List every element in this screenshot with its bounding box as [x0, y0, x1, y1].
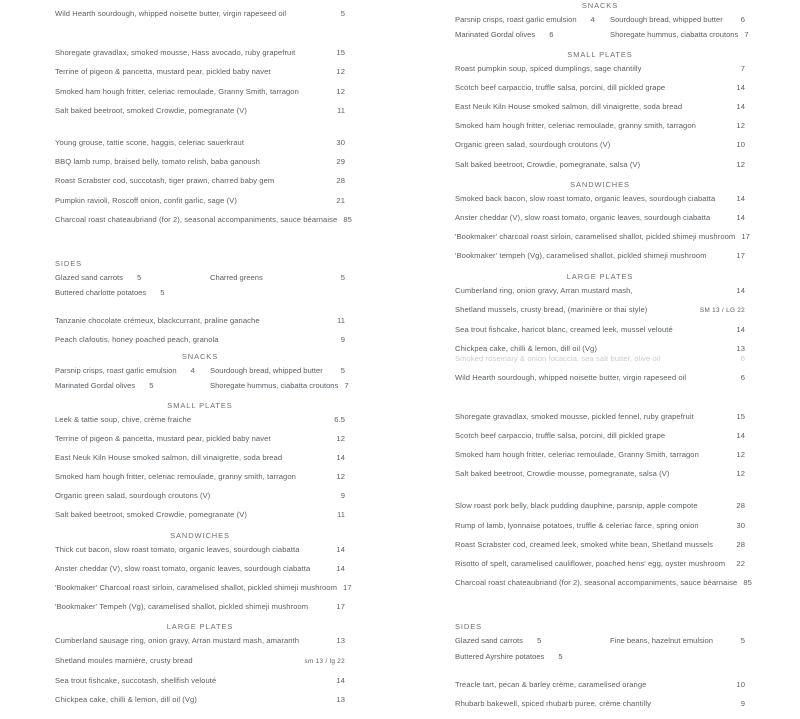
menu-item-row — [55, 317, 345, 325]
small-plates-section-left — [55, 416, 345, 520]
menu-item-price: 5 — [136, 272, 142, 282]
menu-item-price: 85 — [743, 578, 752, 588]
menu-item-row — [455, 141, 745, 149]
clipped-line-bottom — [55, 696, 345, 704]
snacks-row — [55, 380, 349, 390]
menu-item-row — [55, 10, 345, 18]
menu-item-price: 17 — [336, 602, 345, 612]
side-item — [455, 637, 600, 645]
clipped-line-page-break — [455, 353, 745, 364]
menu-item-description: Buttered Ayrshire potatoes — [455, 651, 545, 661]
menu-item-price: 6 — [740, 353, 745, 363]
sides-row — [455, 637, 745, 645]
menu-item-price: 28 — [336, 176, 345, 186]
menu-item-row — [55, 49, 345, 57]
menu-item-price: 28 — [736, 539, 745, 549]
menu-item-description: Organic green salad, sourdough croutons (V) — [455, 140, 611, 150]
menu-item-price: 5 — [340, 9, 345, 18]
menu-item-description: Cumberland sausage ring, onion gravy, Arran mustard mash, amaranth — [55, 636, 300, 646]
menu-item-description: Thick cut bacon, slow roast tomato, organic leaves, sourdough ciabatta — [55, 544, 300, 554]
snacks-section-right — [455, 15, 749, 40]
menu-item-row — [55, 435, 345, 443]
snack-item — [600, 16, 745, 24]
menu-item-price: 4 — [590, 15, 595, 24]
menu-item-price: 85 — [343, 214, 352, 224]
snack-item — [455, 16, 600, 24]
menu-item-price: 12 — [736, 450, 745, 460]
snack-item — [200, 367, 345, 375]
menu-item-description: Parsnip crisps, roast garlic emulsion — [455, 15, 577, 24]
menu-item-price: 13 — [736, 343, 745, 353]
large-plates-section-left — [55, 637, 345, 703]
menu-item-price: 15 — [736, 411, 745, 421]
snacks-row — [455, 30, 749, 40]
menu-item-price: sm 13 / lg 22 — [304, 657, 345, 665]
snacks-row — [455, 16, 745, 24]
menu-item-price: SM 13 / LG 22 — [699, 306, 745, 314]
menu-item-price: 11 — [336, 316, 345, 326]
menu-item-description: Wild Hearth sourdough, whipped noisette butter, virgin rapeseed oil — [55, 9, 287, 18]
menu-item-price: 7 — [744, 30, 749, 40]
menu-item-row — [455, 287, 745, 295]
menu-item-price: 7 — [344, 380, 349, 390]
menu-item-description: Roast Scrabster cod, succotash, tiger prawn, charred baby gem — [55, 176, 275, 186]
menu-item-price: 14 — [736, 285, 745, 295]
menu-item-row — [55, 107, 345, 115]
menu-item-row — [55, 416, 345, 424]
menu-item-price: 6.5 — [334, 414, 345, 424]
menu-item-price: 14 — [336, 452, 345, 462]
menu-item-price: 9 — [340, 335, 345, 345]
sides-heading-left: SIDES — [55, 258, 83, 268]
menu-item-row — [455, 522, 745, 530]
side-item — [200, 274, 345, 282]
menu-item-row — [55, 454, 345, 462]
menu-item-row — [455, 451, 745, 459]
menu-item-price: 5 — [740, 636, 745, 646]
menu-item-description: East Neuk Kiln House smoked salmon, dill vinaigrette, soda bread — [455, 102, 683, 112]
menu-item-description: Charcoal roast chateaubriand (for 2), seasonal accompaniments, sauce béarnaise — [455, 578, 738, 588]
menu-item-price: 5 — [340, 365, 345, 375]
sandwiches-section-right — [455, 193, 750, 261]
menu-item-description: Shoregate gravadlax, smoked mousse, pickled fennel, ruby grapefruit — [455, 411, 694, 421]
large-plates-section-right — [455, 287, 745, 353]
menu-item-row — [55, 565, 345, 573]
menu-item-description: Peach clafoutis, honey poached peach, granola — [55, 335, 219, 345]
menu-item-price: 11 — [336, 510, 345, 520]
menu-item-description: Shetland moules marnière, crusty bread — [55, 655, 193, 665]
section-gap — [455, 598, 745, 611]
menu-item-description: Tanzanie chocolate crémeux, blackcurrant, praline ganache — [55, 316, 260, 326]
menu-item-price: 12 — [336, 472, 345, 482]
snacks-row — [55, 367, 345, 375]
menu-item-description: 'Bookmaker' charcoal roast sirloin, caramelised shallot, pickled shimeji mushroom — [455, 232, 736, 242]
menu-item-price: 30 — [336, 137, 345, 147]
menu-item-description: Sea trout fishcake, succotash, shellfish velouté — [55, 675, 217, 685]
menu-item-price: 17 — [741, 232, 750, 242]
menu-item-description: Smoked ham hough fritter, celeriac remoulade, Granny Smith, tarragon — [455, 450, 699, 460]
menu-item-row — [55, 677, 345, 685]
menu-item-description: Roast pumpkin soup, spiced dumplings, sage chantilly — [455, 63, 642, 73]
menu-item-row — [55, 492, 345, 500]
menu-item-row — [455, 103, 745, 111]
side-item-empty — [200, 289, 345, 297]
snacks-section-left — [55, 365, 349, 390]
menu-item-description: Terrine of pigeon & pancetta, mustard pear, pickled baby navet — [55, 433, 271, 443]
menu-item-row — [55, 657, 345, 665]
menu-item-price: 12 — [736, 159, 745, 169]
mains-section-left — [55, 137, 352, 224]
menu-item-description: Young grouse, tattie scone, haggis, celeriac sauerkraut — [55, 137, 245, 147]
menu-item-price: 13 — [336, 694, 345, 704]
menu-item-description: Fine beans, hazelnut emulsion — [610, 636, 714, 646]
menu-item-description: Treacle tart, pecan & barley crème, caramelised orange — [455, 679, 647, 689]
sides-heading-right: SIDES — [455, 622, 483, 632]
menu-item-description: Chickpea cake, chilli & lemon, dill oil (Vg) — [55, 694, 197, 704]
menu-item-row — [455, 345, 745, 353]
menu-item-price: 17 — [736, 251, 745, 261]
menu-item-row — [55, 511, 345, 519]
menu-item-row — [455, 232, 750, 242]
small-plates-heading-left: SMALL PLATES — [167, 400, 233, 410]
small-plates-heading-right: SMALL PLATES — [567, 49, 633, 59]
menu-item-row — [55, 637, 345, 645]
menu-item-row — [455, 306, 745, 314]
menu-item-price: 12 — [336, 67, 345, 77]
section-gap — [55, 235, 345, 248]
menu-item-row — [455, 195, 745, 203]
menu-item-price: 12 — [736, 121, 745, 131]
snack-item — [600, 30, 749, 40]
menu-item-row — [55, 158, 345, 166]
menu-item-row — [55, 139, 345, 147]
menu-item-price: 10 — [736, 679, 745, 689]
section-gap — [55, 126, 345, 139]
menu-item-price: 22 — [736, 559, 745, 569]
menu-item-description: Marinated Gordal olives — [55, 380, 136, 390]
menu-item-description: Pumpkin ravioli, Roscoff onion, confit garlic, sage (V) — [55, 195, 237, 205]
menu-item-price: 14 — [736, 324, 745, 334]
menu-item-description: East Neuk Kiln House smoked salmon, dill vinaigrette, soda bread — [55, 452, 283, 462]
section-gap — [55, 29, 345, 49]
menu-item-price: 9 — [740, 698, 745, 708]
large-plates-heading-right: LARGE PLATES — [566, 271, 634, 281]
menu-item-row — [455, 161, 745, 169]
menu-item-row — [55, 68, 345, 76]
menu-item-price: 12 — [336, 433, 345, 443]
menu-item-row — [55, 583, 352, 593]
menu-item-description: Charcoal roast chateaubriand (for 2), seasonal accompaniments, sauce béarnaise — [55, 214, 338, 224]
menu-page-left — [0, 0, 400, 704]
menu-item-price: 14 — [736, 102, 745, 112]
menu-item-row — [455, 700, 745, 708]
sides-section-right — [455, 637, 745, 660]
menu-item-description: Shoregate hummus, ciabatta croutons — [210, 380, 339, 390]
menu-item-price: 14 — [336, 563, 345, 573]
menu-item-row — [455, 65, 745, 73]
menu-item-description: Sea trout fishcake, haricot blanc, creamed leek, mussel velouté — [455, 324, 673, 334]
starters-section-right — [455, 413, 745, 478]
sides-row — [55, 274, 345, 282]
menu-item-row — [455, 681, 745, 689]
menu-item-description: Wild Hearth sourdough, whipped noisette butter, virgin rapeseed oil — [455, 372, 687, 382]
menu-item-description: Organic green salad, sourdough croutons (V) — [55, 491, 211, 501]
menu-item-price: 15 — [336, 48, 345, 58]
menu-item-price: 6 — [740, 15, 745, 24]
menu-item-description: Smoked ham hough fritter, celeriac remoulade, Granny Smith, tarragon — [55, 86, 299, 96]
menu-item-description: Leek & tattie soup, chive, crème fraiche — [55, 414, 192, 424]
menu-item-description: Anster cheddar (V), slow roast tomato, organic leaves, sourdough ciabatta — [55, 563, 311, 573]
menu-item-description: Salt baked beetroot, smoked Crowdie, pomegranate (V) — [55, 510, 247, 520]
sandwiches-heading-right: SANDWICHES — [570, 179, 630, 189]
sides-row — [455, 653, 745, 661]
menu-item-description: Salt baked beetroot, Crowdie, pomegranate, salsa (V) — [455, 159, 641, 169]
menu-item-price: 14 — [736, 430, 745, 440]
menu-page-right — [400, 0, 800, 708]
menu-item-price: 13 — [336, 636, 345, 646]
menu-item-price: 30 — [736, 520, 745, 530]
menu-item-row — [55, 177, 345, 185]
menu-item-price: 11 — [336, 105, 345, 115]
menu-item-price: 12 — [736, 469, 745, 479]
menu-item-price: 14 — [736, 193, 745, 203]
menu-item-description: Charred greens — [210, 272, 263, 282]
menu-item-price: 29 — [336, 157, 345, 167]
sides-section-left — [55, 274, 345, 297]
menu-item-row — [55, 336, 345, 344]
menu-item-row — [55, 546, 345, 554]
menu-item-description: Marinated Gordal olives — [455, 30, 536, 40]
menu-item-description: Glazed sand carrots — [455, 636, 523, 646]
menu-item-description: Anster cheddar (V), slow roast tomato, organic leaves, sourdough ciabatta — [455, 213, 711, 222]
menu-item-description: BBQ lamb rump, braised belly, tomato relish, baba ganoush — [55, 157, 260, 167]
menu-item-row — [455, 413, 745, 421]
menu-item-price: 7 — [740, 63, 745, 73]
menu-item-price: 21 — [336, 195, 345, 205]
menu-item-price: 5 — [536, 636, 542, 646]
menu-item-description: Shoregate gravadlax, smoked mousse, Hass avocado, ruby grapefruit — [55, 48, 296, 58]
menu-item-row — [455, 541, 745, 549]
menu-item-description: Smoked ham hough fritter, celeriac remoulade, granny smith, tarragon — [55, 472, 296, 482]
menu-item-description: Sourdough bread, whipped butter — [610, 15, 723, 24]
menu-item-description: 'Bookmaker' tempeh (Vg), caramelised shallot, pickled shimeji mushroom — [455, 251, 707, 261]
menu-item-price: 14 — [736, 213, 745, 222]
snacks-heading-left: SNACKS — [181, 351, 219, 361]
desserts-section-right — [455, 681, 745, 708]
menu-item-description: Cumberland ring, onion gravy, Arran mustard mash, — [455, 285, 633, 295]
menu-item-price: 14 — [336, 675, 345, 685]
side-item — [55, 274, 200, 282]
menu-item-price: 12 — [336, 86, 345, 96]
menu-item-description: Buttered charlotte potatoes — [55, 287, 147, 297]
menu-item-description: 'Bookmaker' Charcoal roast sirloin, caramelised shallot, pickled shimeji mushroom — [55, 583, 338, 593]
menu-item-price: 5 — [340, 272, 345, 282]
menu-item-row — [455, 214, 745, 222]
menu-item-row — [455, 560, 745, 568]
menu-item-price: 6 — [549, 30, 554, 40]
menu-item-row — [55, 214, 352, 224]
snack-item — [200, 380, 349, 390]
menu-item-price: 14 — [736, 82, 745, 92]
menu-item-description: Terrine of pigeon & pancetta, mustard pear, pickled baby navet — [55, 67, 271, 77]
menu-item-row — [55, 88, 345, 96]
menu-item-description: Scotch beef carpaccio, truffle salsa, porcini, dill pickled grape — [455, 82, 666, 92]
menu-item-description: Slow roast pork belly, black pudding dauphine, parsnip, apple compote — [455, 501, 698, 511]
menu-item-description: Scotch beef carpaccio, truffle salsa, porcini, dill pickled grape — [455, 430, 666, 440]
menu-item-description: Rhubarb bakewell, spiced rhubarb puree, crème chantilly — [455, 698, 652, 708]
menu-item-description: Salt baked beetroot, smoked Crowdie, pomegranate (V) — [55, 105, 247, 115]
starters-section-left — [55, 49, 345, 114]
menu-item-description: Smoked ham hough fritter, celeriac remoulade, granny smith, tarragon — [455, 121, 696, 131]
menu-item-row — [455, 374, 745, 382]
menu-item-description: Chickpea cake, chilli & lemon, dill oil (Vg) — [455, 343, 597, 353]
menu-item-row — [455, 252, 745, 260]
menu-item-description: Shetland mussels, crusty bread, (marinière or thai style) — [455, 304, 648, 314]
menu-item-description: Smoked back bacon, slow roast tomato, organic leaves, sourdough ciabatta — [455, 193, 716, 203]
snack-item — [55, 367, 200, 375]
menu-item-row — [455, 432, 745, 440]
menu-item-row — [455, 578, 752, 588]
sides-row — [55, 289, 345, 297]
menu-item-price: 14 — [336, 544, 345, 554]
sandwiches-section-left — [55, 544, 352, 612]
snacks-heading-right: SNACKS — [581, 1, 619, 10]
menu-item-row — [55, 473, 345, 481]
menu-item-price: 6 — [740, 372, 745, 382]
side-item — [600, 637, 745, 645]
bread-section-left — [55, 10, 345, 18]
section-gap — [455, 393, 745, 413]
section-gap — [455, 668, 745, 681]
menu-item-row — [455, 326, 745, 334]
menu-item-price: 10 — [736, 140, 745, 150]
menu-item-price: 9 — [340, 491, 345, 501]
menu-item-row — [455, 122, 745, 130]
menu-item-description: Salt baked beetroot, Crowdie mousse, pomegranate, salsa (V) — [455, 469, 670, 479]
sandwiches-heading-left: SANDWICHES — [170, 530, 230, 540]
side-item-empty — [600, 653, 745, 661]
menu-item-description: Parsnip crisps, roast garlic emulsion — [55, 365, 177, 375]
menu-item-description: Smoked rosemary & onion focaccia, sea salt butter, olive oil — [455, 353, 661, 363]
menu-item-price: 28 — [736, 501, 745, 511]
menu-item-description: Sourdough bread, whipped butter — [210, 365, 323, 375]
menu-item-description: Roast Scrabster cod, creamed leek, smoked white bean, Shetland mussels — [455, 539, 714, 549]
menu-item-price: 17 — [343, 583, 352, 593]
mains-section-right — [455, 501, 752, 588]
menu-item-price: 5 — [149, 380, 154, 390]
menu-item-description: Glazed sand carrots — [55, 272, 123, 282]
bread-section-right — [455, 374, 745, 382]
large-plates-heading-left: LARGE PLATES — [166, 622, 234, 632]
menu-item-price: 4 — [190, 365, 195, 375]
snack-item — [455, 31, 600, 39]
snack-item — [55, 382, 200, 390]
side-item — [55, 289, 200, 297]
small-plates-section-right — [455, 65, 745, 169]
desserts-section-left — [55, 317, 345, 344]
side-item — [455, 653, 600, 661]
menu-item-price: 5 — [558, 651, 563, 661]
menu-item-description: Risotto of spelt, caramelised cauliflower, poached hens' egg, oyster mushroom — [455, 559, 726, 569]
menu-item-row — [455, 470, 745, 478]
menu-item-description: Shoregate hummus, ciabatta croutons — [610, 30, 739, 40]
menu-item-description: Rump of lamb, lyonnaise potatoes, truffle & celeriac farce, spring onion — [455, 520, 699, 530]
menu-item-row — [455, 502, 745, 510]
menu-item-price: 5 — [160, 287, 165, 297]
menu-item-description: 'Bookmaker' Tempeh (Vg), caramelised shallot, pickled shimeji mushroom — [55, 602, 309, 612]
menu-item-row — [455, 84, 745, 92]
menu-item-row — [55, 197, 345, 205]
menu-item-row — [55, 603, 345, 611]
